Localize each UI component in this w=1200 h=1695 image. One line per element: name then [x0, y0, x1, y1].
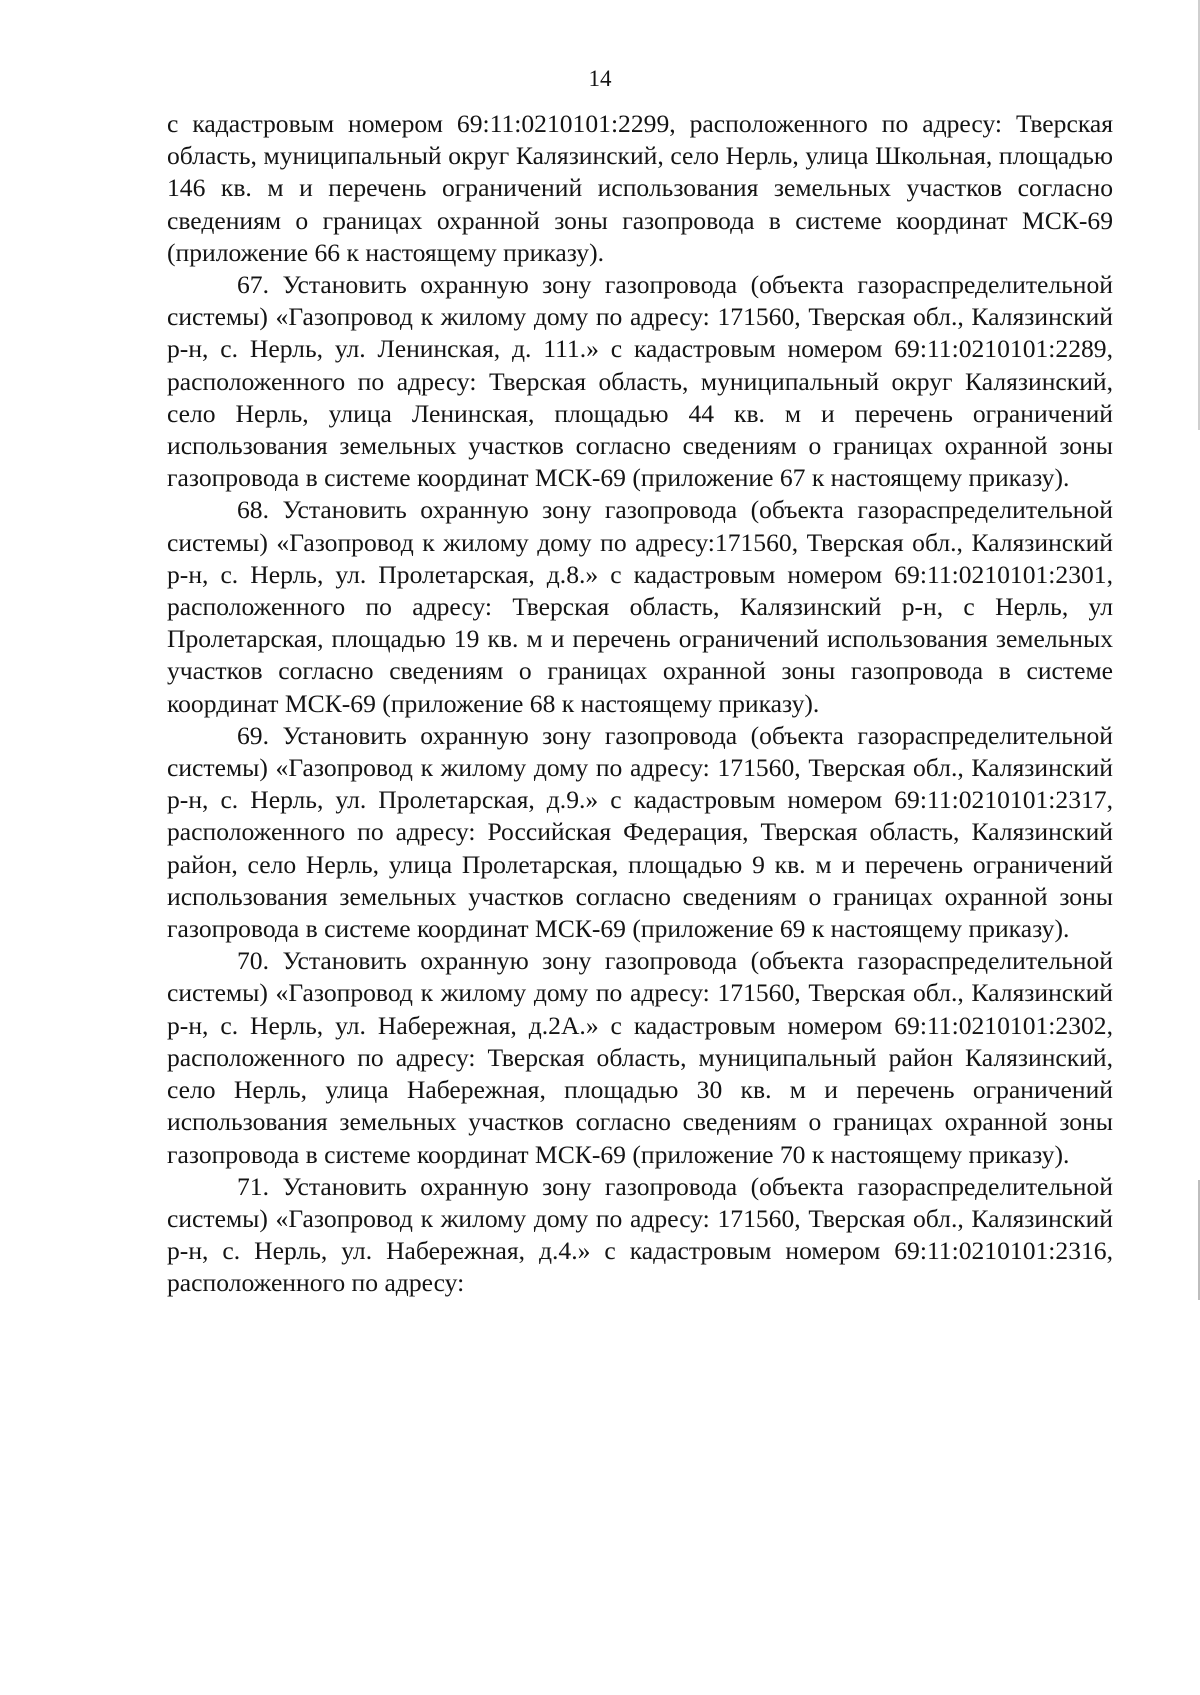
paragraph-item-71: 71. Установить охранную зону газопровода (объекта газораспределительной системы) «Газопровод к жилому дому по адресу: 171560, Тверская обл., Калязинский р-н, с. Нерль, ул. Набережная, д.4.» с кадастровым номером 69:11:0210101:2316, расположенного по адресу:	[167, 1171, 1113, 1298]
paragraph-item-69: 69. Установить охранную зону газопровода (объекта газораспределительной системы) «Газопровод к жилому дому по адресу: 171560, Тверская обл., Калязинский р-н, с. Нерль, ул. Пролетарская, д.9.» с кадастровым номером 69:11:0210101:2317, расположенного по адресу: Российская Федерация, Тверская область, Калязинский район, село Нерль, улица Пролетарская, площадью 9 кв. м и перечень ограничений использования земельных участков согласно сведениям о границах охранной зоны газопровода в системе координат МСК-69 (приложение 69 к настоящему приказу).	[167, 720, 1113, 944]
paragraph-item-68: 68. Установить охранную зону газопровода (объекта газораспределительной системы) «Газопровод к жилому дому по адресу:171560, Тверская обл., Калязинский р-н, с. Нерль, ул. Пролетарская, д.8.» с кадастровым номером 69:11:0210101:2301, расположенного по адресу: Тверская область, Калязинский р-н, с Нерль, ул Пролетарская, площадью 19 кв. м и перечень ограничений использования земельных участков согласно сведениям о границах охранной зоны газопровода в системе координат МСК-69 (приложение 68 к настоящему приказу).	[167, 495, 1113, 718]
document-body	[167, 108, 1113, 1300]
paragraph-item-67: 67. Установить охранную зону газопровода (объекта газораспределительной системы) «Газопровод к жилому дому по адресу: 171560, Тверская обл., Калязинский р-н, с. Нерль, ул. Ленинская, д. 111.» с кадастровым номером 69:11:0210101:2289, расположенного по адресу: Тверская область, муниципальный округ Калязинский, село Нерль, улица Ленинская, площадью 44 кв. м и перечень ограничений использования земельных участков согласно сведениям о границах охранной зоны газопровода в системе координат МСК-69 (приложение 67 к настоящему приказу).	[167, 270, 1113, 493]
paragraph-continuation: с кадастровым номером 69:11:0210101:2299, расположенного по адресу: Тверская область, муниципальный округ Калязинский, село Нерль, улица Школьная, площадью 146 кв. м и перечень ограничений использования земельных участков согласно сведениям о границах охранной зоны газопровода в системе координат МСК-69 (приложение 66 к настоящему приказу).	[167, 109, 1113, 267]
paragraph-item-70: 70. Установить охранную зону газопровода (объекта газораспределительной системы) «Газопровод к жилому дому по адресу: 171560, Тверская обл., Калязинский р-н, с. Нерль, ул. Набережная, д.2А.» с кадастровым номером 69:11:0210101:2302, расположенного по адресу: Тверская область, муниципальный район Калязинский, село Нерль, улица Набережная, площадью 30 кв. м и перечень ограничений использования земельных участков согласно сведениям о границах охранной зоны газопровода в системе координат МСК-69 (приложение 70 к настоящему приказу).	[167, 946, 1113, 1169]
page-number: 14	[588, 66, 612, 91]
